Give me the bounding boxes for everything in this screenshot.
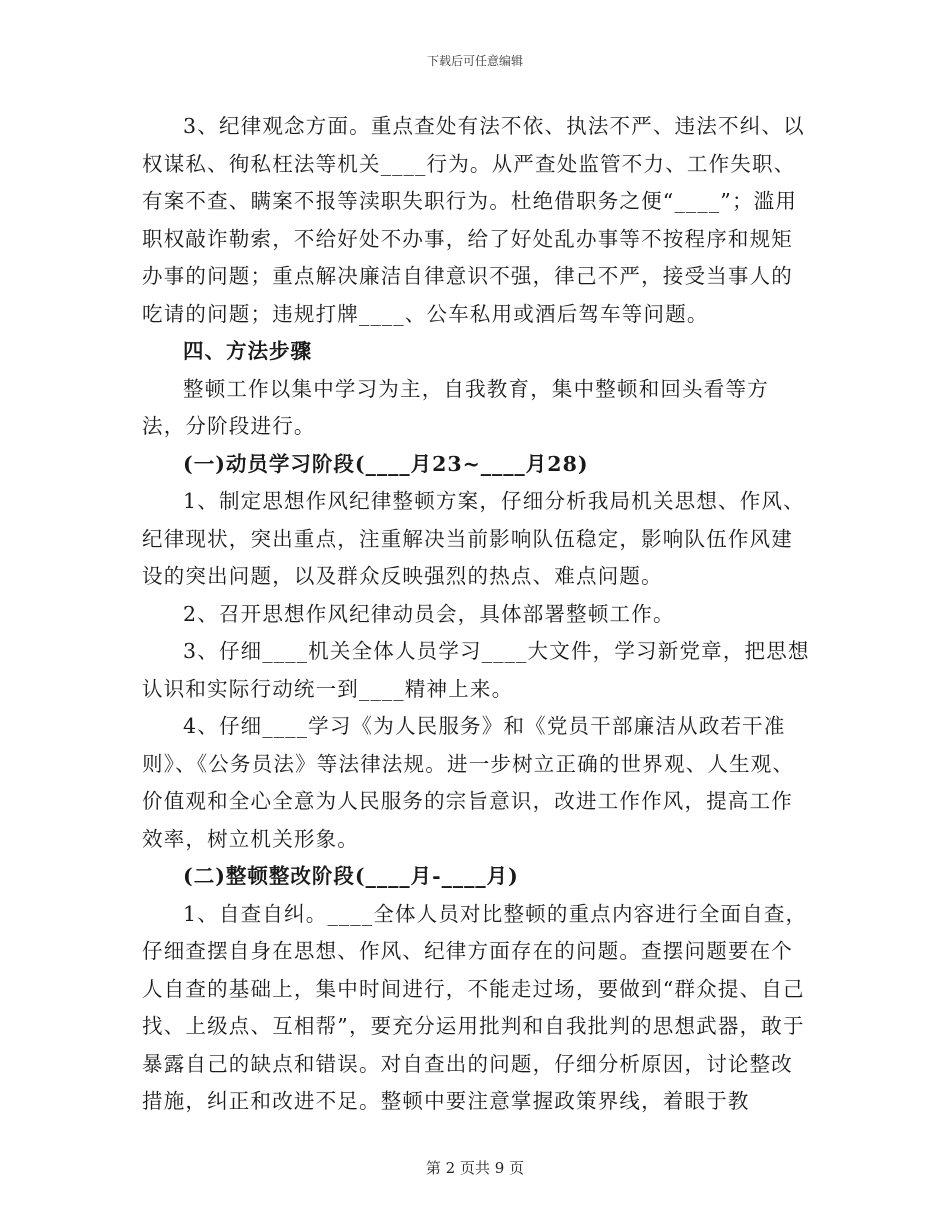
paragraph-step-1: 1、制定思想作风纪律整顿方案，仔细分析我局机关思想、作风、纪律现状，突出重点，注重解决当前影响队伍稳定，影响队伍作风建设的突出问题，以及群众反映强烈的热点、难点问题。: [142, 489, 805, 588]
section-heading-methods: 四、方法步骤: [183, 339, 312, 363]
paragraph-self-check: 1、自查自纠。____全体人员对比整顿的重点内容进行全面自查，仔细查摆自身在思想、作风、纪律方面存在的问题。查摆问题要在个人自查的基础上，集中时间进行，不能走过场，要做到“群众提、自己找、上级点、互相帮”，要充分运用批判和自我批判的思想武器，敢于暴露自己的缺点和错误。对自查出的问题，仔细分析原因，讨论整改措施，纠正和改进不足。整顿中要注意掌握政策界线，着眼于教: [142, 901, 808, 1113]
page-footer: 第 2 页共 9 页: [425, 1159, 525, 1177]
page-header: 下载后可任意编辑: [426, 54, 523, 68]
paragraph-discipline: 3、纪律观念方面。重点查处有法不依、执法不严、违法不纠、以权谋私、徇私枉法等机关____行为。从严查处监管不力、工作失职、有案不查、瞒案不报等渎职失职行为。杜绝借职务之便“____”；滥用职权敲诈勒索，不给好处不办事，给了好处乱办事等不按程序和规矩办事的问题；重点解决廉洁自律意识不强，律己不严，接受当事人的吃请的问题；违规打牌____、公车私用或酒后驾车等问题。: [142, 114, 805, 326]
document-body: [142, 108, 810, 1121]
paragraph-step-4: 4、仔细____学习《为人民服务》和《党员干部廉洁从政若干准则》、《公务员法》等法律法规。进一步树立正确的世界观、人生观、价值观和全心全意为人民服务的宗旨意识，改进工作作风，提高工作效率，树立机关形象。: [142, 714, 795, 851]
subheading-rectification: (二)整顿整改阶段(____月-____月): [183, 864, 519, 888]
paragraph-step-2: 2、召开思想作风纪律动员会，具体部署整顿工作。: [183, 601, 675, 626]
subheading-mobilization: (一)动员学习阶段(____月23~____月28): [183, 451, 589, 476]
paragraph-step-3: 3、仔细____机关全体人员学习____大文件，学习新党章，把思想认识和实际行动统一到____精神上来。: [142, 639, 810, 701]
paragraph-methods-intro: 整顿工作以集中学习为主，自我教育，集中整顿和回头看等方法，分阶段进行。: [142, 376, 769, 438]
